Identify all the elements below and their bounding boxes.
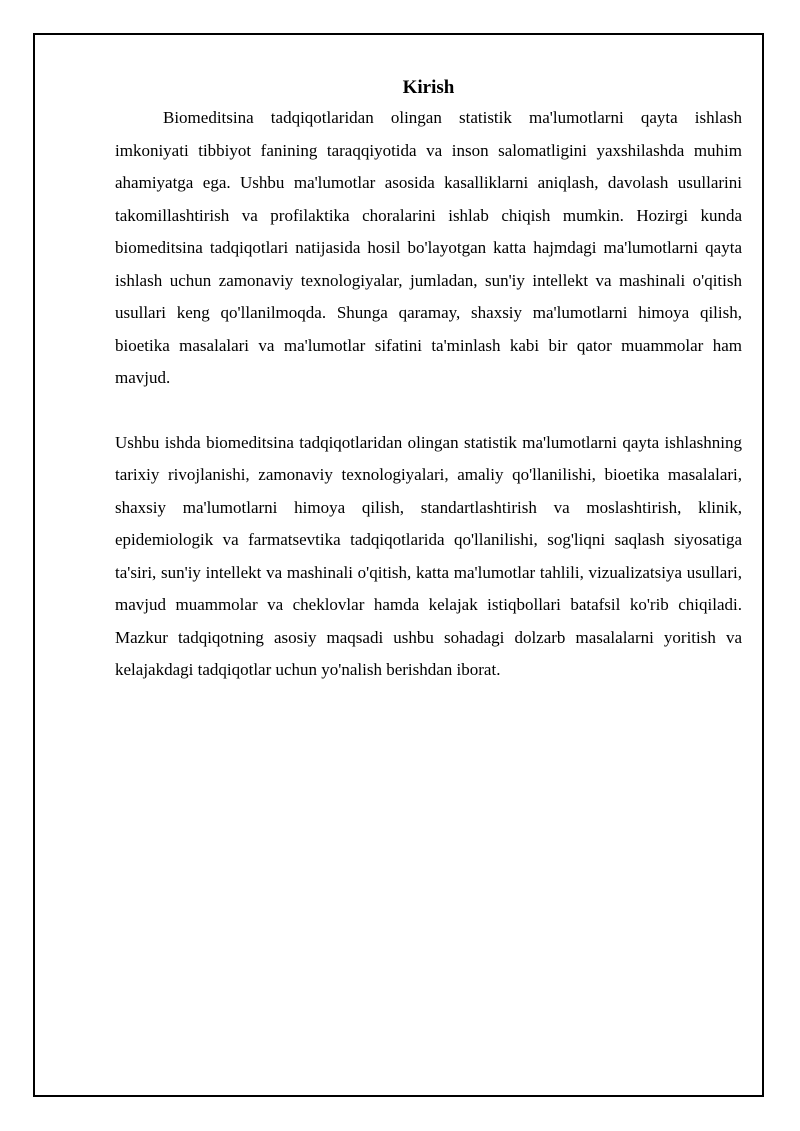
document-body <box>115 74 742 687</box>
document-title: Kirish <box>402 77 455 98</box>
paragraph-spacer <box>115 395 742 427</box>
paragraph-scope: Ushbu ishda biomeditsina tadqiqotlaridan olingan statistik ma'lumotlarni qayta ishlashning tarixiy rivojlanishi, zamonaviy texnologiyalari, amaliy qo'llanilishi, bioetika masalalari, shaxsiy ma'lumotlarni himoya qilish, standartlashtirish va moslashtirish, klinik, epidemiologik va farmatsevtika tadqiqotlarida qo'llanilishi, sog'liqni saqlash siyosatiga ta'siri, sun'iy intellekt va mashinali o'qitish, katta ma'lumotlar tahlili, vizualizatsiya usullari, mavjud muammolar va cheklovlar hamda kelajak istiqbollari batafsil ko'rib chiqiladi. Mazkur tadqiqotning asosiy maqsadi ushbu sohadagi dolzarb masalalarni yoritish va kelajakdagi tadqiqotlar uchun yo'nalish berishdan iborat. <box>115 432 742 679</box>
paragraph-intro: Biomeditsina tadqiqotlaridan olingan statistik ma'lumotlarni qayta ishlash imkoniyati tibbiyot fanining taraqqiyotida va inson salomatligini yaxshilashda muhim ahamiyatga ega. Ushbu ma'lumotlar asosida kasalliklarni aniqlash, davolash usullarini takomillashtirish va profilaktika choralarini ishlab chiqish mumkin. Hozirgi kunda biomeditsina tadqiqotlari natijasida hosil bo'layotgan katta hajmdagi ma'lumotlarni qayta ishlash uchun zamonaviy texnologiyalar, jumladan, sun'iy intellekt va mashinali o'qitish usullari keng qo'llanilmoqda. Shunga qaramay, shaxsiy ma'lumotlarni himoya qilish, bioetika masalalari va ma'lumotlar sifatini ta'minlash kabi bir qator muammolar ham mavjud. <box>115 108 742 387</box>
